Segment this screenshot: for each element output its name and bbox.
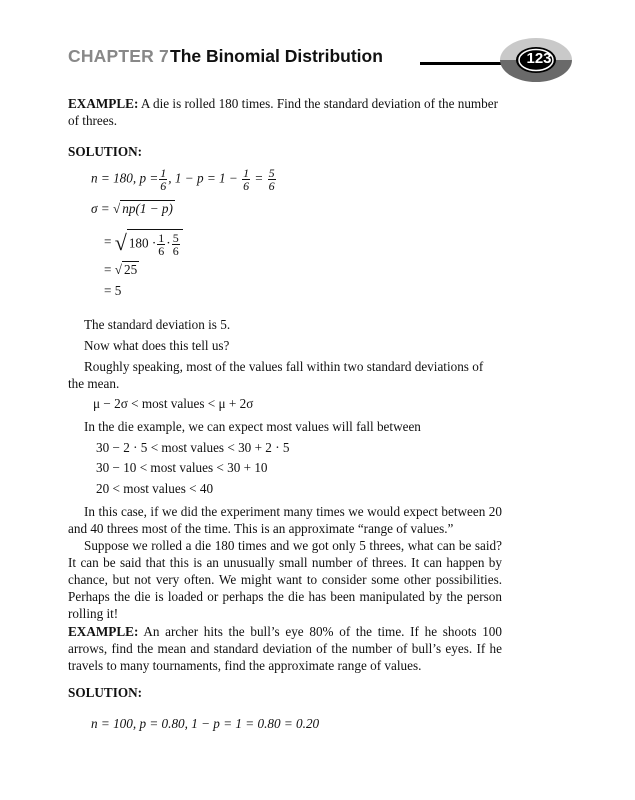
radicand: 25 [123, 262, 138, 277]
equation-line-1 [91, 167, 277, 192]
paragraph: In the die example, we can expect most values will fall between [84, 419, 421, 434]
inequality: 30 − 10 < most values < 30 + 10 [96, 460, 268, 475]
eq-text: σ = [91, 201, 113, 216]
eq-text: , 1 − p = 1 − [168, 170, 238, 186]
page-number: 123 [526, 50, 552, 67]
example-label: EXAMPLE: [68, 96, 139, 111]
chapter-label: CHAPTER 7 [68, 46, 169, 66]
frac-num: 1 [243, 166, 250, 180]
frac-num: 1 [158, 231, 165, 245]
inequality: 30 − 2 · 5 < most values < 30 + 2 · 5 [96, 440, 290, 455]
frac-num: 1 [160, 166, 167, 180]
example-label: EXAMPLE: [68, 624, 139, 639]
example-2 [68, 623, 502, 674]
eq-text: n = 180, p = [91, 170, 159, 186]
equation-line-4: = √ 25 [104, 262, 138, 277]
frac-num: 5 [268, 166, 275, 180]
frac-den: 6 [243, 179, 250, 193]
frac-den: 6 [172, 244, 179, 258]
paragraph: Roughly speaking, most of the values fall within two standard deviations of the mean. [68, 359, 484, 391]
eq-text: = [104, 234, 115, 250]
inequality: μ − 2σ < most values < μ + 2σ [93, 396, 254, 411]
frac-den: 6 [158, 244, 165, 258]
equation-line-2: σ = √ np(1 − p) [91, 201, 173, 216]
paragraph: In this case, if we did the experiment many times we would expect between 20 and 40 threes most of the time. This is an approximate “range of values.” [68, 504, 502, 536]
solution-2-label: SOLUTION: [68, 685, 143, 700]
example-text: A die is rolled 180 times. Find the standard deviation of the number of threes. [68, 96, 499, 128]
equation-line: n = 100, p = 0.80, 1 − p = 1 = 0.80 = 0.20 [91, 716, 320, 731]
paragraph: Now what does this tell us? [84, 338, 230, 353]
frac-num: 5 [172, 231, 179, 245]
frac-den: 6 [160, 179, 167, 193]
paragraph: The standard deviation is 5. [84, 317, 231, 332]
radicand: 180 · [128, 235, 157, 251]
paragraph: Suppose we rolled a die 180 times and we got only 5 threes, what can be said? It can be said that this is an unusually small number of threes. It can happen by chance, but not very often. We might want to consider some other possibilities. Perhaps the die is loaded or perhaps the die has been manipulated by the person rolling it! [68, 538, 502, 621]
solution-1-label: SOLUTION: [68, 144, 143, 159]
example-1 [68, 95, 502, 129]
chapter-title: The Binomial Distribution [170, 46, 383, 66]
example-text: An archer hits the bull’s eye 80% of the time. If he shoots 100 arrows, find the mean and standard deviation of the number of bull’s eyes. If he travels to many tournaments, find the approximate range of values. [68, 624, 502, 673]
eq-text: = [254, 170, 264, 186]
inequality: 20 < most values < 40 [96, 481, 214, 496]
frac-den: 6 [268, 179, 275, 193]
eq-text: · [166, 235, 171, 251]
radicand: np(1 − p) [122, 201, 173, 216]
equation-line-5: = 5 [104, 283, 122, 298]
eq-text: = [104, 262, 115, 277]
equation-line-3: = √ 180 · $\frac{1}{6}$ · $\frac{5}{6}$ [104, 229, 183, 257]
